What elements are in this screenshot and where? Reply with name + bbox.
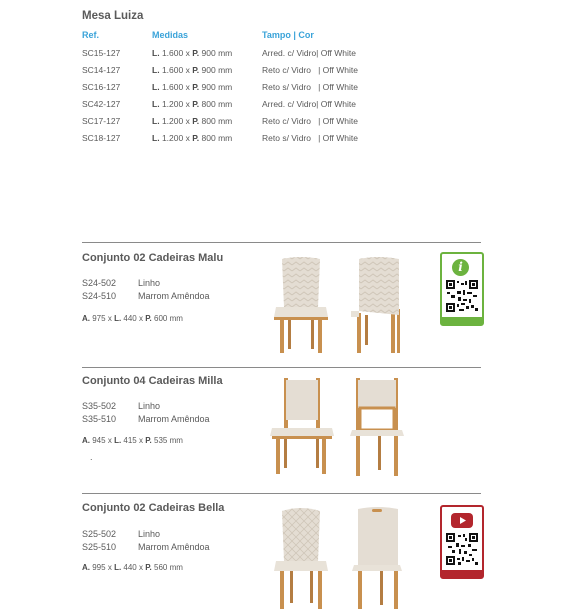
row-tampo: Reto c/ Vidro | Off White (262, 65, 358, 75)
row-ref: SC42-127 (82, 99, 121, 109)
chair-milla-back-image (348, 378, 414, 478)
item-code: S35-502 (82, 401, 117, 411)
row-tampo: Arred. c/ Vidro| Off White (262, 99, 357, 109)
chair-bella-back-image (350, 505, 410, 611)
info-icon: i (452, 259, 469, 276)
row-medidas: L. 1.200 x P. 800 mm (152, 133, 233, 143)
row-medidas: L. 1.200 x P. 800 mm (152, 116, 233, 126)
row-tampo: Reto s/ Vidro | Off White (262, 82, 358, 92)
chair-malu-front-image (268, 255, 334, 355)
row-tampo: Arred. c/ Vidro| Off White (262, 48, 357, 58)
item-code: S25-510 (82, 542, 117, 552)
chair-bella-front-image (268, 505, 334, 611)
section-title-milla: Conjunto 04 Cadeiras Milla (82, 375, 223, 387)
dimensions: A. 945 x L. 415 x P. 535 mm (82, 436, 183, 445)
header-tampo: Tampo | Cor (262, 30, 314, 40)
row-medidas: L. 1.600 x P. 900 mm (152, 65, 233, 75)
section-title-malu: Conjunto 02 Cadeiras Malu (82, 252, 224, 264)
row-ref: SC16-127 (82, 82, 121, 92)
row-medidas: L. 1.600 x P. 900 mm (152, 82, 233, 92)
item-name: Marrom Amêndoa (138, 414, 210, 424)
header-medidas: Medidas (152, 30, 189, 40)
item-name: Marrom Amêndoa (138, 542, 210, 552)
table-title: Mesa Luiza (82, 10, 144, 22)
item-code: S25-502 (82, 529, 117, 539)
qr-code-icon (446, 280, 478, 317)
qr-code-icon (446, 533, 478, 570)
youtube-icon (451, 513, 473, 528)
item-name: Linho (138, 401, 161, 411)
row-tampo: Reto s/ Vidro | Off White (262, 133, 358, 143)
item-name: Linho (138, 529, 161, 539)
dimensions: A. 975 x L. 440 x P. 600 mm (82, 314, 183, 323)
video-badge[interactable] (440, 505, 484, 579)
item-name: Linho (138, 278, 161, 288)
row-ref: SC18-127 (82, 133, 121, 143)
item-code: S35-510 (82, 414, 117, 424)
section-divider (82, 367, 481, 368)
section-divider (82, 493, 481, 494)
chair-malu-back-image (345, 255, 411, 355)
header-ref: Ref. (82, 30, 100, 40)
section-divider (82, 242, 481, 243)
row-ref: SC14-127 (82, 65, 121, 75)
stray-mark: . (90, 452, 93, 462)
row-medidas: L. 1.200 x P. 800 mm (152, 99, 233, 109)
row-ref: SC15-127 (82, 48, 121, 58)
item-name: Marrom Amêndoa (138, 291, 210, 301)
row-ref: SC17-127 (82, 116, 121, 126)
item-code: S24-510 (82, 291, 117, 301)
item-code: S24-502 (82, 278, 117, 288)
section-title-bella: Conjunto 02 Cadeiras Bella (82, 502, 225, 514)
chair-milla-front-image (266, 378, 338, 478)
row-tampo: Reto c/ Vidro | Off White (262, 116, 358, 126)
row-medidas: L. 1.600 x P. 900 mm (152, 48, 233, 58)
dimensions: A. 995 x L. 440 x P. 560 mm (82, 563, 183, 572)
info-badge[interactable] (440, 252, 484, 326)
